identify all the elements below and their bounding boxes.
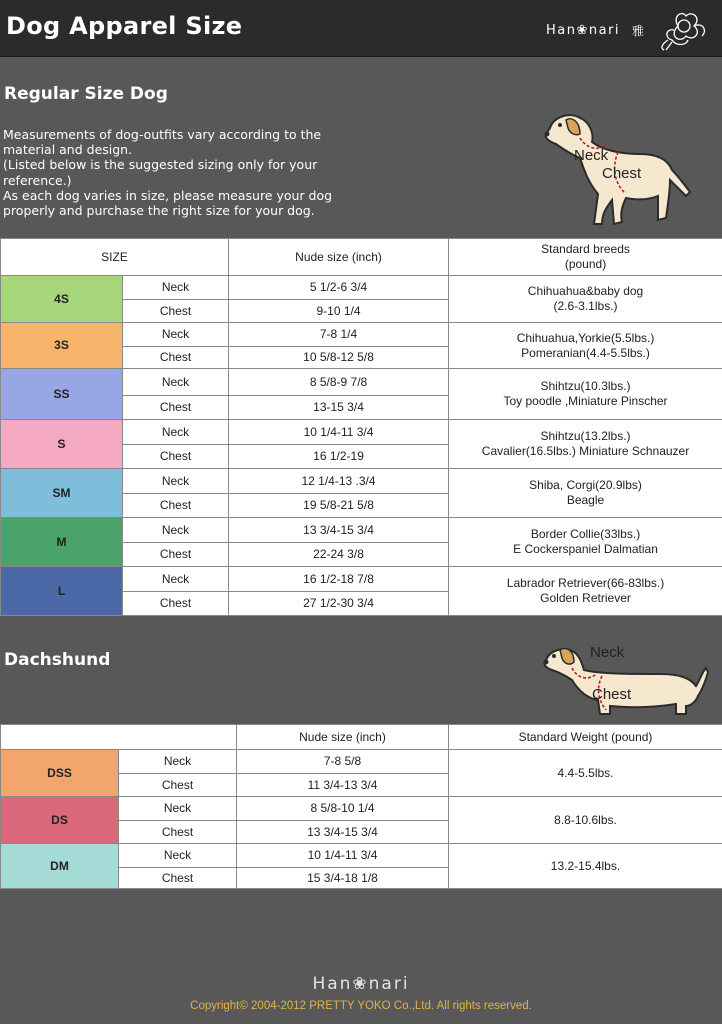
regular-size-table	[0, 238, 722, 616]
regular-chest-label: Chest	[602, 165, 642, 182]
size-cell-dm: DM	[1, 844, 119, 889]
table-row	[1, 750, 722, 774]
neck-value: 10 1/4-11 3/4	[229, 420, 449, 445]
dachshund-dog-icon	[544, 649, 709, 715]
intro-paragraph: As each dog varies in size, please measure your dog properly and purchase the right size for your dog.	[3, 187, 333, 219]
header-bar	[0, 0, 722, 57]
breeds-line: Golden Retriever	[540, 591, 631, 605]
neck-value: 5 1/2-6 3/4	[229, 276, 449, 300]
neck-value: 12 1/4-13 .3/4	[229, 469, 449, 494]
nude-size-header: Nude size (inch)	[229, 239, 449, 276]
breeds-line: E Cockerspaniel Dalmatian	[513, 542, 658, 556]
chest-value: 13-15 3/4	[229, 396, 449, 420]
weight-cell: 13.2-15.4lbs.	[449, 844, 722, 889]
breeds-line: Shiba, Corgi(20.9lbs)	[529, 478, 642, 492]
size-cell-ds: DS	[1, 797, 119, 844]
weight-header: Standard Weight (pound)	[449, 725, 722, 750]
table-row	[1, 323, 722, 347]
dachshund-section-title: Dachshund	[4, 650, 111, 670]
breeds-header-line: Standard breeds	[541, 242, 630, 256]
brand-japanese: 雅	[632, 24, 645, 38]
breeds-line: Border Collie(33lbs.)	[530, 527, 641, 541]
weight-cell: 4.4-5.5lbs.	[449, 750, 722, 797]
measure-label: Chest	[123, 445, 229, 469]
breeds-line: Pomeranian(4.4-5.5lbs.)	[521, 345, 650, 360]
measure-label: Chest	[119, 868, 237, 889]
size-cell-s: S	[1, 420, 123, 469]
brand-logo-text: Han❀nari	[546, 23, 621, 38]
chest-value: 19 5/8-21 5/8	[229, 494, 449, 518]
size-cell-sm: SM	[1, 469, 123, 518]
size-cell-m: M	[1, 518, 123, 567]
measure-label: Chest	[123, 494, 229, 518]
size-cell-dss: DSS	[1, 750, 119, 797]
chest-value: 27 1/2-30 3/4	[229, 592, 449, 616]
measure-label: Neck	[123, 276, 229, 300]
intro-text	[3, 127, 348, 218]
chest-value: 10 5/8-12 5/8	[229, 347, 449, 369]
nude-size-header: Nude size (inch)	[237, 725, 449, 750]
neck-value: 16 1/2-18 7/8	[229, 567, 449, 592]
table-row	[1, 844, 722, 868]
breeds-line: (2.6-3.1lbs.)	[553, 299, 618, 313]
size-cell-4s: 4S	[1, 276, 123, 323]
breeds-line: Cavalier(16.5lbs.) Miniature Schnauzer	[481, 444, 690, 458]
chest-value: 16 1/2-19	[229, 445, 449, 469]
table-row	[1, 567, 722, 592]
copyright-text: Copyright© 2004-2012 PRETTY YOKO Co.,Ltd. All rights reserved.	[190, 1000, 532, 1012]
regular-dog-diagram	[540, 108, 700, 232]
neck-value: 10 1/4-11 3/4	[237, 844, 449, 868]
chest-value: 11 3/4-13 3/4	[237, 774, 449, 797]
breeds-cell	[449, 469, 722, 518]
measure-label: Neck	[119, 797, 237, 821]
measure-label: Chest	[119, 821, 237, 844]
regular-neck-label: Neck	[574, 147, 609, 164]
breeds-cell	[449, 567, 722, 616]
chest-value: 15 3/4-18 1/8	[237, 868, 449, 889]
breeds-cell	[449, 369, 722, 420]
measure-label: Neck	[123, 518, 229, 543]
neck-value: 8 5/8-10 1/4	[237, 797, 449, 821]
page-title: Dog Apparel Size	[6, 12, 243, 40]
breeds-line: Chihuahua&baby dog	[527, 284, 644, 298]
breeds-cell	[449, 420, 722, 469]
weight-cell: 8.8-10.6lbs.	[449, 797, 722, 844]
measure-label: Chest	[123, 396, 229, 420]
peony-logo-icon	[654, 6, 710, 52]
empty-header-cell	[1, 725, 237, 750]
table-header-row	[1, 239, 722, 276]
dachshund-chest-label: Chest	[592, 686, 632, 703]
measure-label: Neck	[123, 420, 229, 445]
chest-value: 13 3/4-15 3/4	[237, 821, 449, 844]
table-row	[1, 469, 722, 494]
table-row	[1, 276, 722, 300]
table-row	[1, 518, 722, 543]
neck-value: 7-8 5/8	[237, 750, 449, 774]
breeds-line: Shihtzu(13.2lbs.)	[540, 429, 631, 443]
dachshund-neck-label: Neck	[590, 644, 625, 661]
breeds-line: Shihtzu(10.3lbs.)	[540, 379, 631, 393]
intro-paragraph: Measurements of dog-outfits vary according to the material and design.	[3, 127, 322, 158]
size-header: SIZE	[1, 239, 229, 276]
breeds-line: Beagle	[566, 493, 605, 507]
measure-label: Neck	[123, 323, 229, 347]
neck-value: 8 5/8-9 7/8	[229, 369, 449, 396]
measure-label: Neck	[119, 844, 237, 868]
measure-label: Chest	[123, 347, 229, 369]
chest-value: 22-24 3/8	[229, 543, 449, 567]
breeds-line: Labrador Retriever(66-83lbs.)	[506, 576, 665, 590]
measure-label: Chest	[123, 543, 229, 567]
table-row	[1, 797, 722, 821]
measure-label: Chest	[119, 774, 237, 797]
measure-label: Neck	[123, 567, 229, 592]
measure-label: Chest	[123, 592, 229, 616]
measure-label: Neck	[119, 750, 237, 774]
chest-value: 9-10 1/4	[229, 300, 449, 323]
breeds-header-unit: (pound)	[564, 257, 607, 271]
breeds-cell	[449, 276, 722, 323]
neck-value: 13 3/4-15 3/4	[229, 518, 449, 543]
measure-label: Neck	[123, 469, 229, 494]
table-header-row	[1, 725, 722, 750]
breeds-line: Toy poodle ,Miniature Pinscher	[503, 394, 668, 408]
breeds-cell	[449, 323, 722, 369]
measure-label: Chest	[123, 300, 229, 323]
breeds-cell	[449, 518, 722, 567]
table-row	[1, 369, 722, 396]
breeds-header	[449, 239, 722, 276]
intro-paragraph: (Listed below is the suggested sizing only for your reference.)	[3, 157, 318, 188]
dachshund-size-table	[0, 724, 722, 889]
size-cell-3s: 3S	[1, 323, 123, 369]
size-cell-ss: SS	[1, 369, 123, 420]
breeds-line: Chihuahua,Yorkie(5.5lbs.)	[516, 330, 655, 345]
table-row	[1, 420, 722, 445]
size-cell-l: L	[1, 567, 123, 616]
footer-brand-logo: Han❀nari	[312, 974, 410, 994]
measure-label: Neck	[123, 369, 229, 396]
regular-section-title: Regular Size Dog	[4, 84, 168, 104]
dachshund-dog-diagram	[540, 640, 712, 720]
neck-value: 7-8 1/4	[229, 323, 449, 347]
